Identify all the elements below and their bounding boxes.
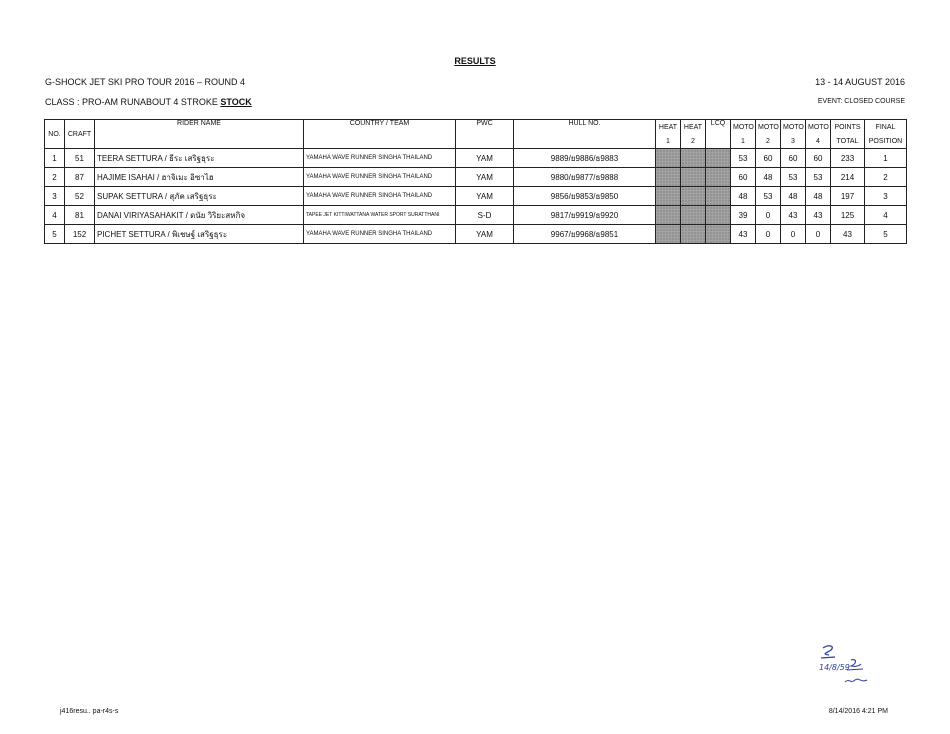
cell-no: 3	[45, 187, 65, 206]
cell-lcq	[706, 168, 731, 187]
event-type: EVENT: CLOSED COURSE	[817, 98, 905, 105]
footer-filename: j416resu.. pa-r4s-s	[60, 708, 119, 715]
cell-team: TAPEE JET KITTIWATTANA WATER SPORT SURATTHANI	[304, 206, 456, 225]
cell-moto1: 39	[731, 206, 756, 225]
cell-hull: 9817/ย9919/ธ9920	[514, 206, 656, 225]
cell-moto3: 43	[781, 206, 806, 225]
cell-craft: 87	[65, 168, 95, 187]
cell-moto3: 48	[781, 187, 806, 206]
table-row	[45, 149, 907, 168]
footer-timestamp: 8/14/2016 4:21 PM	[828, 708, 888, 715]
cell-heat1	[656, 187, 681, 206]
cell-moto4: 43	[806, 206, 831, 225]
col-moto3-num: 3	[781, 134, 806, 149]
cell-pwc: YAM	[456, 149, 514, 168]
table-row	[45, 206, 907, 225]
col-craft: CRAFT	[65, 120, 95, 149]
col-final-position: POSITION	[865, 134, 907, 149]
cell-pwc: S-D	[456, 206, 514, 225]
cell-lcq	[706, 225, 731, 244]
cell-lcq	[706, 187, 731, 206]
col-hull: HULL NO.	[514, 120, 656, 149]
cell-heat2	[681, 149, 706, 168]
cell-moto3: 53	[781, 168, 806, 187]
cell-craft: 52	[65, 187, 95, 206]
cell-lcq	[706, 149, 731, 168]
class-stock: STOCK	[220, 97, 252, 107]
col-rider: RIDER NAME	[95, 120, 304, 149]
cell-rider: SUPAK SETTURA / สุภัค เสริฐธุระ	[95, 187, 304, 206]
cell-team: YAMAHA WAVE RUNNER SINGHA THAILAND	[304, 168, 456, 187]
cell-rider: DANAI VIRIYASAHAKIT / ดนัย วิริยะสหกิจ	[95, 206, 304, 225]
cell-rider: HAJIME ISAHAI / ฮาจิเมะ อิซาไฮ	[95, 168, 304, 187]
table-row	[45, 187, 907, 206]
cell-moto1: 48	[731, 187, 756, 206]
cell-heat1	[656, 149, 681, 168]
col-moto2: MOTO	[756, 120, 781, 135]
table-row	[45, 225, 907, 244]
col-pwc: PWC	[456, 120, 514, 149]
cell-pwc: YAM	[456, 187, 514, 206]
col-points-total: TOTAL	[831, 134, 865, 149]
col-heat1: HEAT	[656, 120, 681, 135]
col-moto1: MOTO	[731, 120, 756, 135]
cell-pwc: YAM	[456, 168, 514, 187]
cell-moto1: 53	[731, 149, 756, 168]
cell-moto2: 0	[756, 206, 781, 225]
cell-total: 43	[831, 225, 865, 244]
cell-moto2: 53	[756, 187, 781, 206]
cell-heat2	[681, 206, 706, 225]
cell-hull: 9880/ย9877/ธ9888	[514, 168, 656, 187]
class-label: CLASS : PRO-AM RUNABOUT 4 STROKE	[45, 97, 218, 107]
cell-position: 2	[865, 168, 907, 187]
col-moto3: MOTO	[781, 120, 806, 135]
cell-total: 197	[831, 187, 865, 206]
cell-heat1	[656, 206, 681, 225]
cell-no: 2	[45, 168, 65, 187]
signature-mark	[815, 642, 875, 690]
col-no: NO.	[45, 120, 65, 149]
results-table	[44, 119, 907, 244]
col-moto1-num: 1	[731, 134, 756, 149]
cell-moto4: 60	[806, 149, 831, 168]
cell-position: 5	[865, 225, 907, 244]
cell-heat2	[681, 168, 706, 187]
table-row	[45, 168, 907, 187]
cell-pwc: YAM	[456, 225, 514, 244]
cell-heat2	[681, 187, 706, 206]
event-date: 13 - 14 AUGUST 2016	[815, 77, 905, 87]
cell-rider: PICHET SETTURA / พิเชษฐ์ เสริฐธุระ	[95, 225, 304, 244]
col-team: COUNTRY / TEAM	[304, 120, 456, 149]
col-moto2-num: 2	[756, 134, 781, 149]
col-heat2-num: 2	[681, 134, 706, 149]
cell-no: 4	[45, 206, 65, 225]
cell-heat2	[681, 225, 706, 244]
col-moto4: MOTO	[806, 120, 831, 135]
cell-team: YAMAHA WAVE RUNNER SINGHA THAILAND	[304, 149, 456, 168]
cell-rider: TEERA SETTURA / ธีระ เสริฐธุระ	[95, 149, 304, 168]
cell-craft: 51	[65, 149, 95, 168]
cell-moto2: 48	[756, 168, 781, 187]
col-lcq: LCQ	[706, 120, 731, 149]
cell-total: 214	[831, 168, 865, 187]
cell-total: 125	[831, 206, 865, 225]
event-name: G-SHOCK JET SKI PRO TOUR 2016 – ROUND 4	[45, 77, 246, 87]
cell-no: 1	[45, 149, 65, 168]
cell-moto4: 53	[806, 168, 831, 187]
cell-hull: 9889/ย9886/ธ9883	[514, 149, 656, 168]
cell-team: YAMAHA WAVE RUNNER SINGHA THAILAND	[304, 225, 456, 244]
cell-lcq	[706, 206, 731, 225]
cell-craft: 152	[65, 225, 95, 244]
cell-moto4: 48	[806, 187, 831, 206]
col-points: POINTS	[831, 120, 865, 135]
cell-moto2: 60	[756, 149, 781, 168]
cell-total: 233	[831, 149, 865, 168]
cell-moto2: 0	[756, 225, 781, 244]
col-moto4-num: 4	[806, 134, 831, 149]
cell-team: YAMAHA WAVE RUNNER SINGHA THAILAND	[304, 187, 456, 206]
cell-no: 5	[45, 225, 65, 244]
cell-moto1: 43	[731, 225, 756, 244]
cell-position: 4	[865, 206, 907, 225]
cell-moto3: 0	[781, 225, 806, 244]
page-title: RESULTS	[454, 56, 496, 66]
class-line	[45, 97, 252, 107]
col-heat1-num: 1	[656, 134, 681, 149]
signature-date: 14/8/59	[819, 663, 850, 672]
col-heat2: HEAT	[681, 120, 706, 135]
cell-moto3: 60	[781, 149, 806, 168]
cell-position: 1	[865, 149, 907, 168]
cell-heat1	[656, 168, 681, 187]
col-final: FINAL	[865, 120, 907, 135]
cell-heat1	[656, 225, 681, 244]
cell-position: 3	[865, 187, 907, 206]
header-row	[45, 120, 907, 135]
cell-hull: 9967/ย9968/ธ9851	[514, 225, 656, 244]
cell-craft: 81	[65, 206, 95, 225]
cell-hull: 9856/ย9853/ธ9850	[514, 187, 656, 206]
cell-moto1: 60	[731, 168, 756, 187]
cell-moto4: 0	[806, 225, 831, 244]
